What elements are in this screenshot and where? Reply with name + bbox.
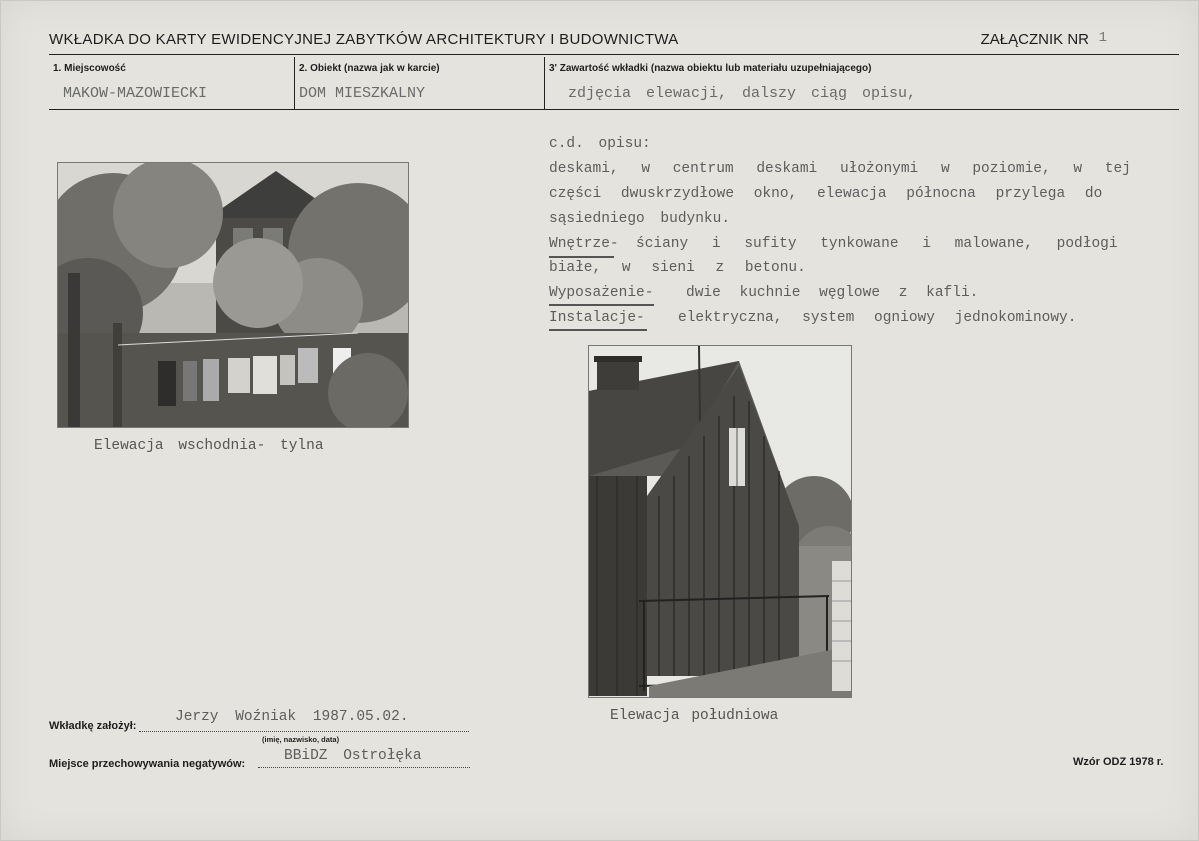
annex-label: ZAŁĄCZNIK NR: [980, 31, 1089, 48]
south-elevation-caption: Elewacja południowa: [610, 708, 779, 724]
object-label: 2. Obiekt (nazwa jak w karcie): [299, 63, 440, 74]
object-field: [294, 57, 545, 109]
template-label: Wzór ODZ 1978 r.: [1073, 756, 1164, 768]
founder-hint: (imię, nazwisko, data): [262, 735, 340, 744]
locality-value: MAKOW-MAZOWIECKI: [63, 85, 208, 102]
locality-field: [49, 57, 294, 109]
description-line-2: części dwuskrzydłowe okno, elewacja północna przylega do: [549, 186, 1103, 202]
description-line-1: deskami, w centrum deskami ułożonymi w poziomie, w tej: [549, 161, 1131, 177]
card-title: WKŁADKA DO KARTY EWIDENCYJNEJ ZABYTKÓW ARCHITEKTURY I BUDOWNICTWA: [49, 31, 679, 48]
installations-underline: [549, 329, 647, 331]
equipment-underline: [549, 304, 654, 306]
interior-text: ściany i sufity tynkowane i malowane, podłogi: [636, 236, 1118, 252]
interior-underline: [549, 256, 614, 258]
east-elevation-image: [58, 163, 408, 427]
founder-value: Jerzy Woźniak 1987.05.02.: [175, 709, 409, 725]
locality-label: 1. Miejscowość: [53, 63, 126, 74]
south-elevation-image: [589, 346, 851, 697]
east-elevation-photo: [57, 162, 409, 428]
founder-line: [139, 731, 469, 732]
description-line-3: sąsiedniego budynku.: [549, 211, 731, 227]
east-elevation-caption: Elewacja wschodnia- tylna: [94, 438, 324, 454]
annex-number: 1: [1098, 30, 1107, 46]
card-header: [49, 30, 1179, 55]
object-value: DOM MIESZKALNY: [299, 85, 426, 102]
south-elevation-photo: [588, 345, 852, 698]
installations-text: elektryczna, system ogniowy jednokominowy.: [678, 310, 1077, 326]
field-row: [49, 57, 1179, 110]
content-value: zdjęcia elewacji, dalszy ciąg opisu,: [568, 85, 917, 102]
negatives-label: Miejsce przechowywania negatywów:: [49, 758, 246, 770]
content-field: [544, 57, 1180, 109]
equipment-label: Wyposażenie-: [549, 285, 654, 301]
equipment-text: dwie kuchnie węglowe z kafli.: [686, 285, 979, 301]
interior-label: Wnętrze-: [549, 236, 619, 252]
content-label: 3' Zawartość wkładki (nazwa obiektu lub materiału uzupełniającego): [549, 63, 872, 74]
founder-label: Wkładkę założył:: [49, 720, 137, 732]
interior-text-2: białe, w sieni z betonu.: [549, 260, 806, 276]
negatives-line: [258, 767, 470, 768]
negatives-value: BBiDZ Ostrołęka: [284, 748, 422, 764]
installations-label: Instalacje-: [549, 310, 645, 326]
description-heading: c.d. opisu:: [549, 136, 651, 152]
